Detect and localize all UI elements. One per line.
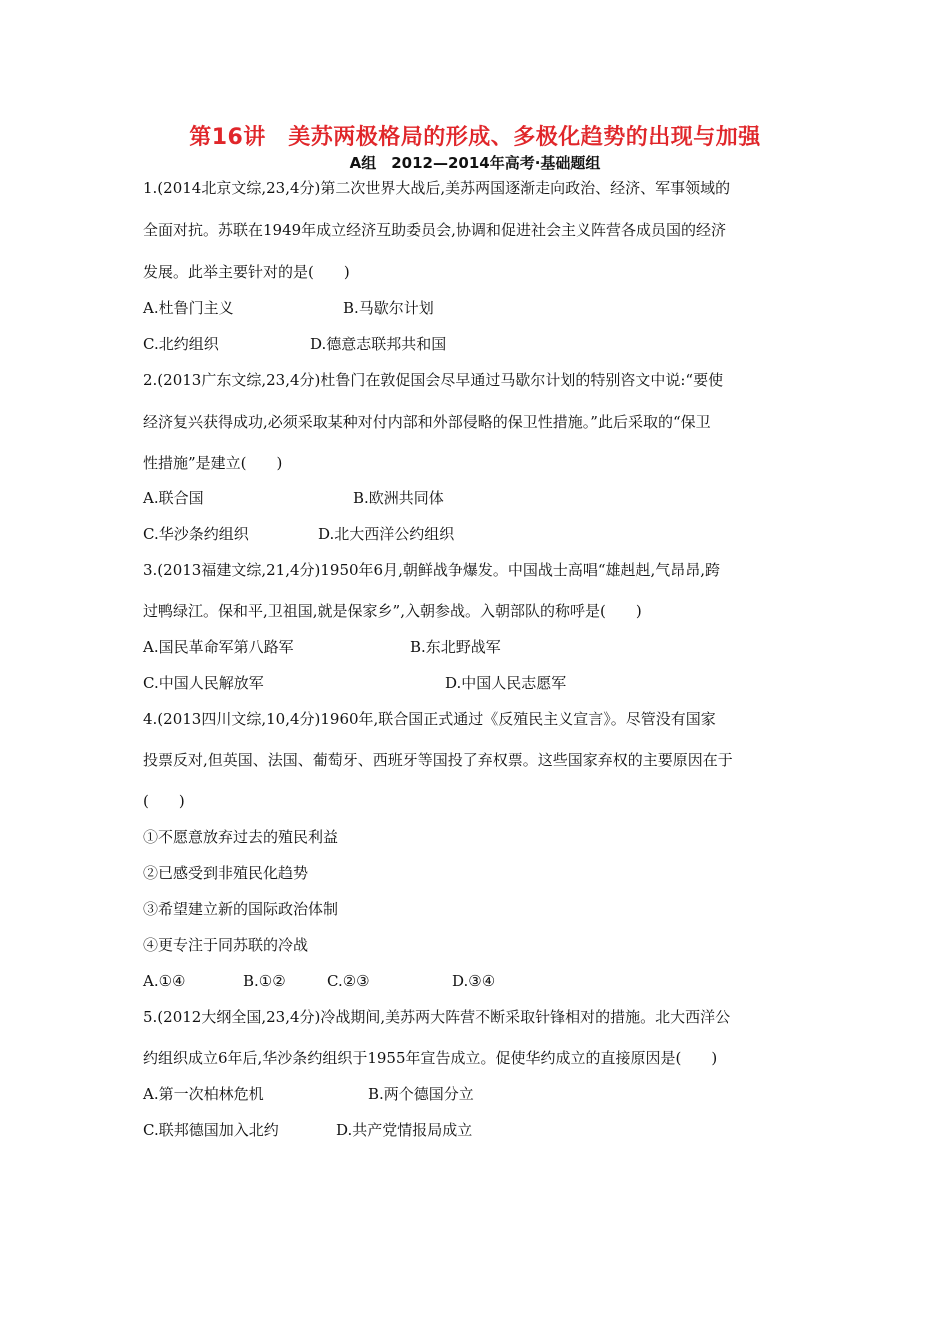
option-d: D.北大西洋公约组织: [318, 525, 455, 543]
question-text: 投票反对,但英国、法国、葡萄牙、西班牙等国投了弃权票。这些国家弃权的主要原因在于: [143, 751, 733, 769]
option-d: D.德意志联邦共和国: [310, 335, 447, 353]
statement-2: ②已感受到非殖民化趋势: [143, 864, 309, 882]
question-text: 4.(2013四川文综,10,4分)1960年,联合国正式通过《反殖民主义宣言》。尽管没有国家: [143, 710, 716, 728]
question-text: 3.(2013福建文综,21,4分)1950年6月,朝鲜战争爆发。中国战士高唱“雄赳赳,气昂昂,跨: [143, 561, 721, 579]
question-text: 1.(2014北京文综,23,4分)第二次世界大战后,美苏两国逐渐走向政治、经济、军事领域的: [143, 179, 731, 197]
option-b: B.东北野战军: [410, 638, 501, 656]
question-text: 性措施”是建立( ): [143, 454, 283, 472]
option-b: B.①②: [243, 972, 286, 990]
statement-1: ①不愿意放弃过去的殖民利益: [143, 828, 339, 846]
option-a: A.①④: [143, 972, 186, 990]
statement-3: ③希望建立新的国际政治体制: [143, 900, 339, 918]
question-text: 发展。此举主要针对的是( ): [143, 263, 350, 281]
option-c: C.华沙条约组织: [143, 525, 249, 543]
option-a: A.国民革命军第八路军: [143, 638, 294, 656]
option-c: C.②③: [327, 972, 370, 990]
question-text: 约组织成立6年后,华沙条约组织于1955年宣告成立。促使华约成立的直接原因是( ): [143, 1049, 718, 1067]
page-title: 第16讲 美苏两极格局的形成、多极化趋势的出现与加强: [189, 125, 761, 150]
option-c: C.中国人民解放军: [143, 674, 264, 692]
option-a: A.联合国: [143, 489, 204, 507]
question-text: 2.(2013广东文综,23,4分)杜鲁门在敦促国会尽早通过马歇尔计划的特别咨文中说:“要使: [143, 371, 724, 389]
option-c: C.北约组织: [143, 335, 219, 353]
question-text: ( ): [143, 792, 185, 810]
option-d: D.共产党情报局成立: [336, 1121, 473, 1139]
option-b: B.欧洲共同体: [353, 489, 444, 507]
option-b: B.两个德国分立: [368, 1085, 474, 1103]
option-a: A.第一次柏林危机: [143, 1085, 264, 1103]
option-d: D.中国人民志愿军: [445, 674, 567, 692]
question-text: 全面对抗。苏联在1949年成立经济互助委员会,协调和促进社会主义阵营各成员国的经济: [143, 221, 726, 239]
question-text: 5.(2012大纲全国,23,4分)冷战期间,美苏两大阵营不断采取针锋相对的措施。北大西洋公: [143, 1008, 731, 1026]
question-text: 过鸭绿江。保和平,卫祖国,就是保家乡”,入朝参战。入朝部队的称呼是( ): [143, 602, 642, 620]
option-b: B.马歇尔计划: [343, 299, 434, 317]
option-a: A.杜鲁门主义: [143, 299, 234, 317]
option-c: C.联邦德国加入北约: [143, 1121, 279, 1139]
section-subtitle: A组 2012—2014年高考·基础题组: [349, 154, 601, 172]
statement-4: ④更专注于同苏联的冷战: [143, 936, 309, 954]
question-text: 经济复兴获得成功,必须采取某种对付内部和外部侵略的保卫性措施。”此后采取的“保卫: [143, 413, 711, 431]
option-d: D.③④: [452, 972, 496, 990]
